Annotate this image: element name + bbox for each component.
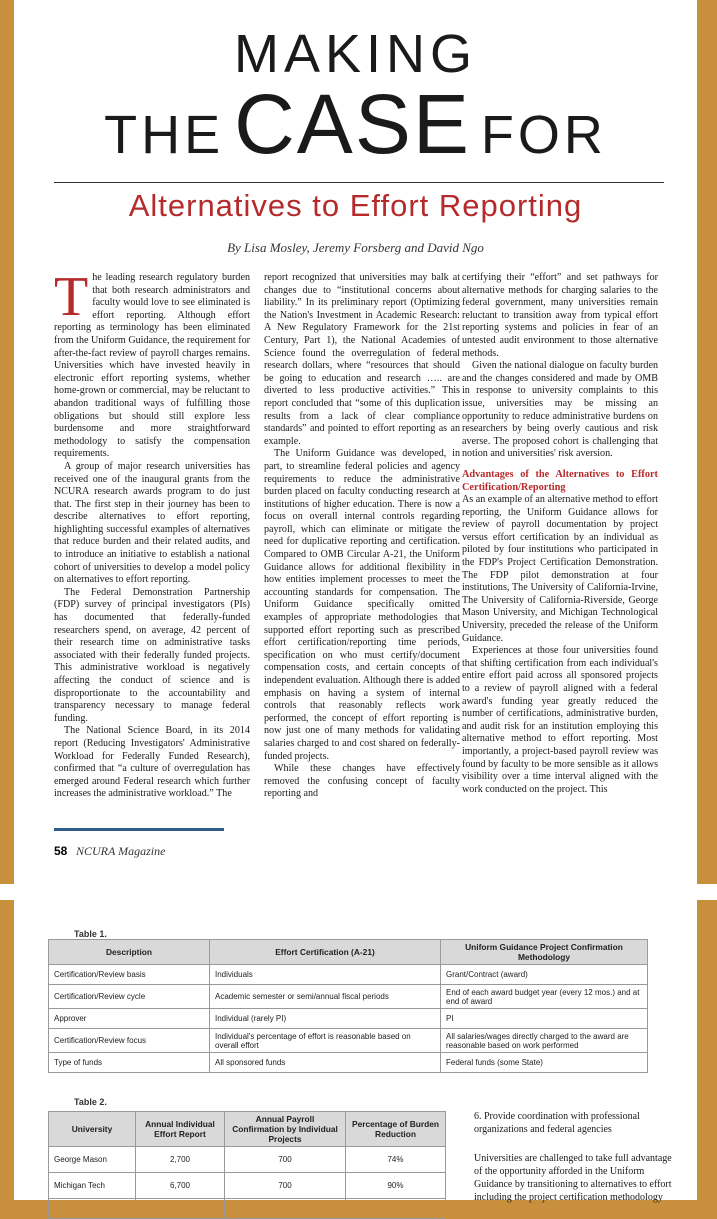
page-number: 58: [54, 844, 68, 858]
col3-para: Experiences at those four universities found that shifting certification from each individual's entire effort paid across all sponsored projects to a review of payroll aligned with a federal award's funding year greatly reduced the number of certifications, administrative burden, and audit risk for an institution employing this alternative method to effort reporting. Most importantly, a project-based payroll review was found by faculty to be more sensible as it allows visibility over a time interval aligned with the work conducted on the project. This: [462, 645, 658, 795]
footer-rule: [54, 828, 224, 831]
col1-para: A group of major research universities has received one of the inaugural grants from the NCURA research awards program to do just that. The first step in their journey has been to describe alternatives to effort reporting, highlighting successful examples of alternatives that reduce burden and their related audits, and to introduce an initiative to establish a national cohort of universities to develop a model policy on alternatives to effort reporting.: [54, 460, 250, 586]
col1-para: The leading research regulatory burden that both research administrators and faculty would love to see eliminated is effort reporting. Although effort reporting as terminology has been eliminated from the Uniform Guidance, the requirement for after-the-fact review of payroll charges remains. Universities which have invested heavily in electronic effort reporting systems, whether home-grown or commercial, may be reluctant to abandon traditional ways of fulfilling those obligations but should still explore less burdensome and more straightforward methodology to satisfy the compensation requirements.: [54, 266, 250, 460]
byline: By Lisa Mosley, Jeremy Forsberg and David Ngo: [227, 240, 484, 255]
table-row: [49, 985, 648, 1009]
table-cell: All salaries/wages directly charged to the award are reasonable based on work performed: [441, 1029, 648, 1053]
table-cell: [136, 1199, 225, 1219]
table-header-row: [49, 1112, 446, 1147]
table-row: [49, 1199, 446, 1219]
table-row: [49, 965, 648, 985]
title-case: CASE: [234, 77, 471, 171]
table-cell: [49, 1199, 136, 1219]
column-3: [462, 272, 658, 796]
table-cell: 700: [225, 1147, 346, 1173]
col1-para: The Federal Demonstration Partnership (FDP) survey of principal investigators (PIs) has documented that federally-funded researchers spend, on average, 42 percent of their research time on administrative tasks associated with their federally funded projects. This administrative workload is negatively affecting the conduct of science and is disproportionate to the accountability and transparency necessary to manage federal funding.: [54, 586, 250, 724]
table-cell: [346, 1199, 446, 1219]
table-cell: Individual (rarely PI): [210, 1009, 441, 1029]
title-making: MAKING: [233, 24, 478, 84]
table1-caption: Table 1.: [74, 929, 107, 939]
table-cell: PI: [441, 1009, 648, 1029]
table-row: [49, 1173, 446, 1199]
title-the-case-for: [14, 77, 697, 189]
right-paragraph: Universities are challenged to take full advantage of the opportunity afforded in the Uniform Guidance by transitioning to alternatives to effort including the project certification methodology: [474, 1153, 672, 1203]
article-page: [14, 0, 697, 884]
table-cell: [225, 1199, 346, 1219]
article-subtitle: Alternatives to Effort Reporting: [128, 188, 583, 223]
col2-para: While these changes have effectively removed the confusing concept of faculty reporting and: [264, 763, 460, 800]
table-header: Effort Certification (A-21): [210, 940, 441, 965]
table-header-row: [49, 940, 648, 965]
table-row: [49, 1009, 648, 1029]
title-the: THE: [104, 105, 225, 165]
table-cell: Certification/Review basis: [49, 965, 210, 985]
col2-para: The Uniform Guidance was developed, in part, to streamline federal policies and agency requirements to reduce the administrative burden placed on faculty conducting research at institutions of higher education. There is now a focus on overall internal controls regarding payroll, which can eliminate or mitigate the need for duplicative reporting and certification. Compared to OMB Circular A-21, the Uniform Guidance allows for additional flexibility in how entities implement processes to meet the accounting standards for compensation. The Uniform Guidance specifically omitted examples of appropriate methodologies that supported effort reporting such as prescribed effort certification/reporting time periods, specification on who must certify/document compensation costs, and certain concepts of independent evaluation. Although there is added emphasis on having a system of internal controls that reasonably reflects work performed, the concept of effort reporting is now just one of many methods for validating salaries charged to and cost shared on federally-funded projects.: [264, 448, 460, 762]
table-cell: Individual's percentage of effort is reasonable based on overall effort: [210, 1029, 441, 1053]
col1-para: The National Science Board, in its 2014 report (Reducing Investigators' Administrative Workload for Federally Funded Research), confirmed that “a culture of overregulation has emerged around Federal research which further increases the administrative workload.” The: [54, 725, 250, 800]
col2-para: report recognized that universities may balk at changes due to “institutional concerns about liability.” In its preliminary report (Optimizing the Nation's Investment in Academic Research: A New Regulatory Framework for the 21st Century, Part 1), the National Academies of Science found the overregulation of federal research dollars, where “resources that should be going to education and research ….. are diverted to less productive activities.” This report concluded that “some of this duplication results from a lack of clear compliance standards” and pointed to effort reporting as an example.: [264, 272, 460, 447]
table-cell: Certification/Review focus: [49, 1029, 210, 1053]
column-1: [54, 266, 250, 801]
table-cell: 2,700: [136, 1147, 225, 1173]
table-header: Annual Payroll Confirmation by Individual Projects: [225, 1112, 346, 1147]
table2-caption: Table 2.: [74, 1097, 107, 1107]
magazine-name: NCURA Magazine: [76, 844, 166, 858]
table-cell: Grant/Contract (award): [441, 965, 648, 985]
title-for: FOR: [480, 105, 607, 165]
col3-para: certifying their “effort” and set pathways for alternative methods for charging salaries to the federal government, many universities remain reluctant to transition away from typical effort reporting systems and policies in fear of an untested audit environment to those alternative methods.: [462, 272, 658, 359]
col3-para: Given the national dialogue on faculty burden and the changes considered and made by OMB in response to university complaints to this issue, universities may be missing an opportunity to reduce administrative burdens on researchers by being overly cautious and risk averse. The proposed cohort is challenging that notion and universities' risk aversion.: [462, 360, 658, 460]
table-cell: 700: [225, 1173, 346, 1199]
title-rule: [54, 182, 664, 183]
dropcap: T: [54, 266, 89, 328]
table-header: Percentage of Burden Reduction: [346, 1112, 446, 1147]
page-gap: [0, 884, 717, 900]
table-row: [49, 1147, 446, 1173]
table-cell: Federal funds (some State): [441, 1053, 648, 1073]
table-cell: Individuals: [210, 965, 441, 985]
table-cell: Michigan Tech: [49, 1173, 136, 1199]
table-cell: George Mason: [49, 1147, 136, 1173]
section-heading: Advantages of the Alternatives to Effort Certification/Reporting: [462, 468, 658, 493]
table-2: [48, 1111, 446, 1219]
table-header: University: [49, 1112, 136, 1147]
table-cell: All sponsored funds: [210, 1053, 441, 1073]
table-cell: Approver: [49, 1009, 210, 1029]
table-cell: End of each award budget year (every 12 mos.) and at end of award: [441, 985, 648, 1009]
table-cell: 74%: [346, 1147, 446, 1173]
table-cell: Type of funds: [49, 1053, 210, 1073]
table-cell: Certification/Review cycle: [49, 985, 210, 1009]
table-header: Annual Individual Effort Report: [136, 1112, 225, 1147]
table-cell: 90%: [346, 1173, 446, 1199]
table-cell: Academic semester or semi/annual fiscal periods: [210, 985, 441, 1009]
table-cell: 6,700: [136, 1173, 225, 1199]
list-item-6: 6. Provide coordination with professional organizations and federal agencies: [474, 1111, 640, 1135]
table-header: Description: [49, 940, 210, 965]
table-1: [48, 939, 648, 1073]
table-row: [49, 1053, 648, 1073]
col3-para: As an example of an alternative method to effort reporting, the Uniform Guidance allows for review of payroll documentation by project versus effort certification by an individual as piloted by four institutions who participated in the FDP's Project Certification Demonstration. The FDP pilot demonstration at four institutions, The University of California-Irvine, The University of California-Riverside, George Mason University, and Michigan Technological University, preceded the release of the Uniform Guidance.: [462, 494, 659, 644]
column-2: [264, 272, 460, 801]
table-row: [49, 1029, 648, 1053]
table-header: Uniform Guidance Project Confirmation Methodology: [441, 940, 648, 965]
